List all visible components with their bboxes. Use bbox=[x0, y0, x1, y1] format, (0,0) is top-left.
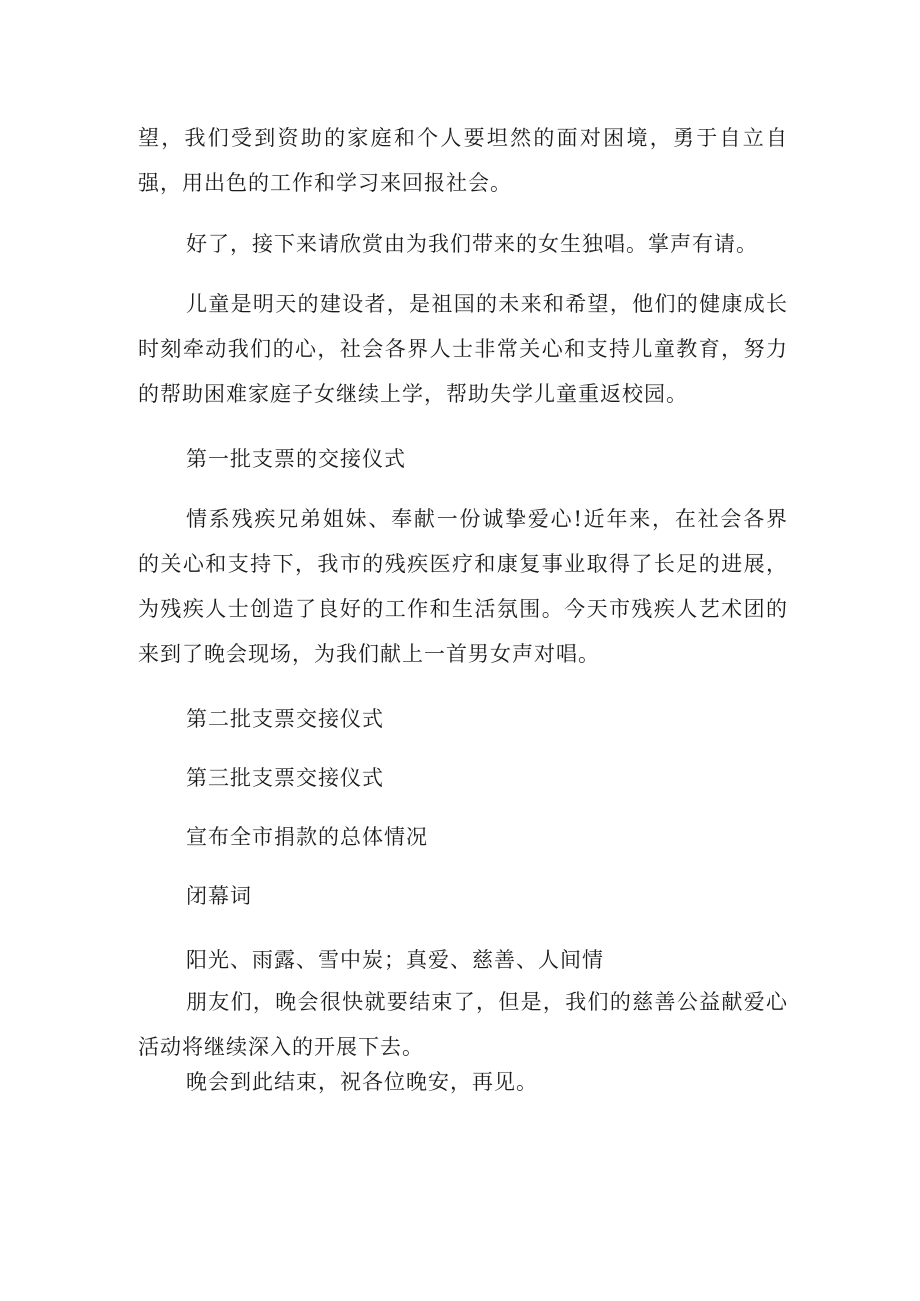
heading-donation-summary: 宣布全市捐款的总体情况 bbox=[186, 825, 428, 849]
heading-second-check-handover: 第二批支票交接仪式 bbox=[186, 707, 384, 731]
paragraph-disability-support: 情系残疾兄弟姐妹、奉献一份诚挚爱心!近年来，在社会各界的关心和支持下，我市的残疾医疗和康复事业取得了长足的进展，为残疾人士创造了良好的工作和生活氛围。今天市残疾人艺术团的来到了晚会现场，为我们献上一首男女声对唱。 bbox=[138, 507, 788, 666]
closing-slogan: 阳光、雨露、雪中炭；真爱、慈善、人间情 bbox=[186, 948, 604, 972]
paragraph-solo-intro: 好了，接下来请欣赏由为我们带来的女生独唱。掌声有请。 bbox=[186, 232, 758, 256]
paragraph-farewell: 晚会到此结束，祝各位晚安，再见。 bbox=[186, 1070, 538, 1094]
paragraph-children-education: 儿童是明天的建设者，是祖国的未来和希望，他们的健康成长时刻牵动我们的心，社会各界人士非常关心和支持儿童教育，努力的帮助困难家庭子女继续上学，帮助失学儿童重返校园。 bbox=[138, 292, 788, 406]
paragraph-closing-remarks: 朋友们，晚会很快就要结束了，但是，我们的慈善公益献爱心活动将继续深入的开展下去。 bbox=[138, 990, 788, 1059]
paragraph-support-message: 望，我们受到资助的家庭和个人要坦然的面对困境，勇于自立自强，用出色的工作和学习来回报社会。 bbox=[138, 126, 788, 195]
heading-first-check-handover: 第一批支票的交接仪式 bbox=[186, 447, 406, 471]
heading-closing-speech: 闭幕词 bbox=[186, 884, 252, 908]
heading-third-check-handover: 第三批支票交接仪式 bbox=[186, 766, 384, 790]
